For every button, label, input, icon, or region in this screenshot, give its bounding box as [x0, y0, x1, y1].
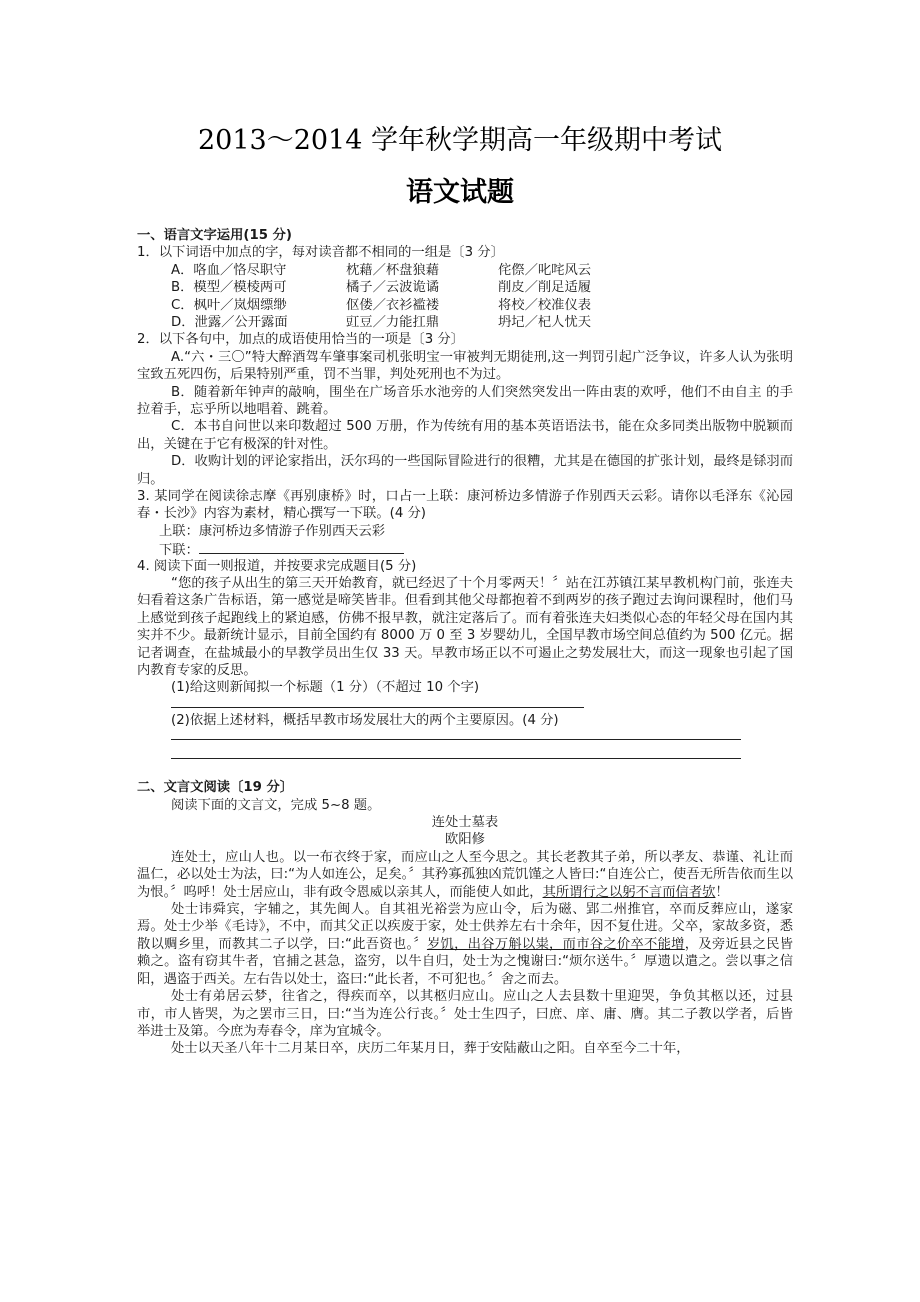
essay-paragraph-2	[137, 901, 793, 988]
option-a-pair-3: 侘傺／叱咤风云	[498, 262, 592, 278]
option-d-pair-3: 坍圮／杞人忧天	[498, 315, 592, 330]
option-c-pair-2: 伛偻／衣衫褴褛	[346, 297, 440, 313]
question-1-option-a	[137, 262, 793, 279]
lower-couplet-answer-blank[interactable]	[199, 540, 404, 554]
question-3-upper-couplet: 上联：康河桥边多情游子作别西天云彩	[159, 523, 386, 539]
option-b-pair-2: 橘子／云波诡谲	[346, 280, 440, 296]
question-3-lower-couplet	[137, 540, 793, 557]
option-c-pair-1: C．枫叶／岚烟缥缈	[171, 297, 287, 313]
question-4-passage: “您的孩子从出生的第三天开始教育，就已经迟了十个月零两天！〞站在江苏镇江某早教机构门前，张连夫妇看着这条广告标语，第一感觉是啼笑皆非。但看到其他父母都抱着不到两岁的孩子跑过去询问课程时，他们马上感觉到孩子起跑线上的紧迫感，仿佛不报早教，就注定落后了。而有着张连夫妇类似心态的年轻父母在国内其实并不少。最新统计显示，目前全国约有 8000 万 0 至 3 岁婴幼儿，全国早教市场空间总值约为 500 亿元。据记者调查，在盐城最小的早教学员出生仅 33 天。早教市场正以不可遏止之势发展壮大，而这一现象也引起了国内教育专家的反思。	[137, 576, 793, 679]
question-4-sub-1: (1)给这则新闻拟一个标题（1 分）（不超过 10 个字)	[171, 680, 480, 696]
question-1-option-c	[137, 297, 793, 314]
sub-1-answer-line[interactable]	[171, 697, 584, 708]
lower-couplet-label: 下联：	[159, 543, 199, 559]
p2-text-end: ，及旁近县之民皆赖之。盗有窃其牛者，官捕之甚急，盗穷，以牛自归，处士为之愧谢曰:“烦尔送牛。〞厚遗以遣之。尝以事之信阳，遇盗于西关。左右告以处士，盗曰:“此长者，不可犯也。〞舍之而去。	[137, 936, 794, 987]
option-d-pair-2: 豇豆／力能扛鼎	[346, 315, 440, 330]
essay-paragraph-4: 处士以天圣八年十二月某日卒，庆历二年某月日，葬于安陆蔽山之阳。自卒至今二十年，	[171, 1041, 690, 1057]
option-b-pair-3: 削皮／削足适履	[498, 280, 592, 296]
section-1-heading: 一、语言文字运用(15 分)	[137, 228, 292, 243]
exam-subtitle: 语文试题	[406, 177, 514, 208]
option-b-pair-1: B．模型／模棱两可	[171, 280, 287, 296]
question-1-stem: 1．以下词语中加点的字，每对读音都不相同的一组是〔3 分〕	[137, 245, 504, 261]
essay-paragraph-3: 处士有弟居云梦，往省之，得疾而卒，以其柩归应山。应山之人去县数十里迎哭，争负其柩以还，过县市，市人皆哭，为之罢市三日，曰:“当为连公行丧。〞处士生四子，曰庶、庠、庸、膺。其二子教以学者，后皆举进士及第。今庶为寿春令，庠为宜城令。	[137, 989, 793, 1039]
p1-text: 连处士，应山人也。以一布衣终于家，而应山之人至今思之。其长老教其子弟，所以孝友、恭谨、礼让而温仁，必以处士为法，曰:“为人如连公，足矣。〞其矜寡孤独凶荒饥馑之人皆曰:“自连公亡，使吾无所告依而生以为恨。〞呜呼！处士居应山，非有政令恩威以亲其人，而能使人如此，	[137, 849, 793, 900]
essay-paragraph-1	[137, 849, 793, 901]
section-2-heading: 二、文言文阅读〔19 分〕	[137, 780, 294, 796]
sub-2-answer-line-1[interactable]	[171, 729, 741, 740]
p1-end: ！	[715, 884, 729, 900]
option-a-pair-1: A．咯血／恪尽职守	[171, 262, 287, 278]
option-d-pair-1: D．泄露／公开露面	[171, 315, 288, 330]
exam-body	[137, 227, 793, 1058]
p2-text: 处士讳舜宾，字辅之，其先闽人。自其祖光裕尝为应山令，后为磁、郢二州推官，卒而反葬应山，遂家焉。处士少举《毛诗》，不中，而其父正以疾废于家，处士供养左右十余年，因不复仕进。父卒，家故多资，悉散以赒乡里，而教其二子以学，曰:“此吾资也。〞	[137, 902, 793, 952]
p1-underlined-sentence: 其所谓行之以躬不言而信者欤	[542, 884, 716, 900]
question-1-option-d	[137, 314, 793, 331]
essay-author: 欧阳修	[445, 832, 485, 848]
option-c-pair-3: 将校／校准仪表	[498, 297, 592, 313]
question-4-sub-2: (2)依据上述材料，概括早教市场发展壮大的两个主要原因。(4 分)	[171, 712, 559, 728]
question-2-stem: 2．以下各句中，加点的成语使用恰当的一项是〔3 分〕	[137, 332, 464, 348]
essay-title: 连处士墓表	[431, 815, 499, 831]
question-2-option-a: A.“六・三〇”特大醉酒驾车肇事案司机张明宝一审被判无期徒刑,这一判罚引起广泛争议，许多人认为张明宝致五死四伤，后果特别严重，罚不当罪，判处死刑也不为过。	[137, 349, 793, 383]
question-4-stem: 4. 阅读下面一则报道，并按要求完成题目(5 分)	[137, 558, 417, 574]
section-2-intro: 阅读下面的文言文，完成 5~8 题。	[171, 797, 381, 813]
exam-title: 2013～2014 学年秋学期高一年级期中考试	[197, 125, 722, 156]
sub-2-answer-line-2[interactable]	[171, 740, 741, 759]
question-2-option-b: B．随着新年钟声的敲响，围坐在广场音乐水池旁的人们突然突发出一阵由衷的欢呼，他们不由自主 的手拉着手，忘乎所以地唱着、跳着。	[137, 384, 793, 418]
option-a-pair-2: 枕藉／杯盘狼藉	[346, 262, 440, 278]
p2-underlined-sentence: 岁饥，出谷万斛以粜，而市谷之价卒不能增	[426, 936, 685, 952]
question-1-option-b	[137, 279, 793, 296]
question-2-option-d: D．收购计划的评论家指出，沃尔玛的一些国际冒险进行的很糟，尤其是在德国的扩张计划，最终是铩羽而归。	[137, 454, 793, 487]
question-3-stem: 3. 某同学在阅读徐志摩《再别康桥》时，口占一上联：康河桥边多情游子作别西天云彩。请你以毛泽东《沁园春・长沙》内容为素材，精心撰写一下联。(4 分)	[137, 489, 793, 522]
question-2-option-c: C．本书自问世以来印数超过 500 万册，作为传统有用的基本英语语法书，能在众多同类出版物中脱颖而出，关键在于它有极深的针对性。	[137, 419, 793, 452]
